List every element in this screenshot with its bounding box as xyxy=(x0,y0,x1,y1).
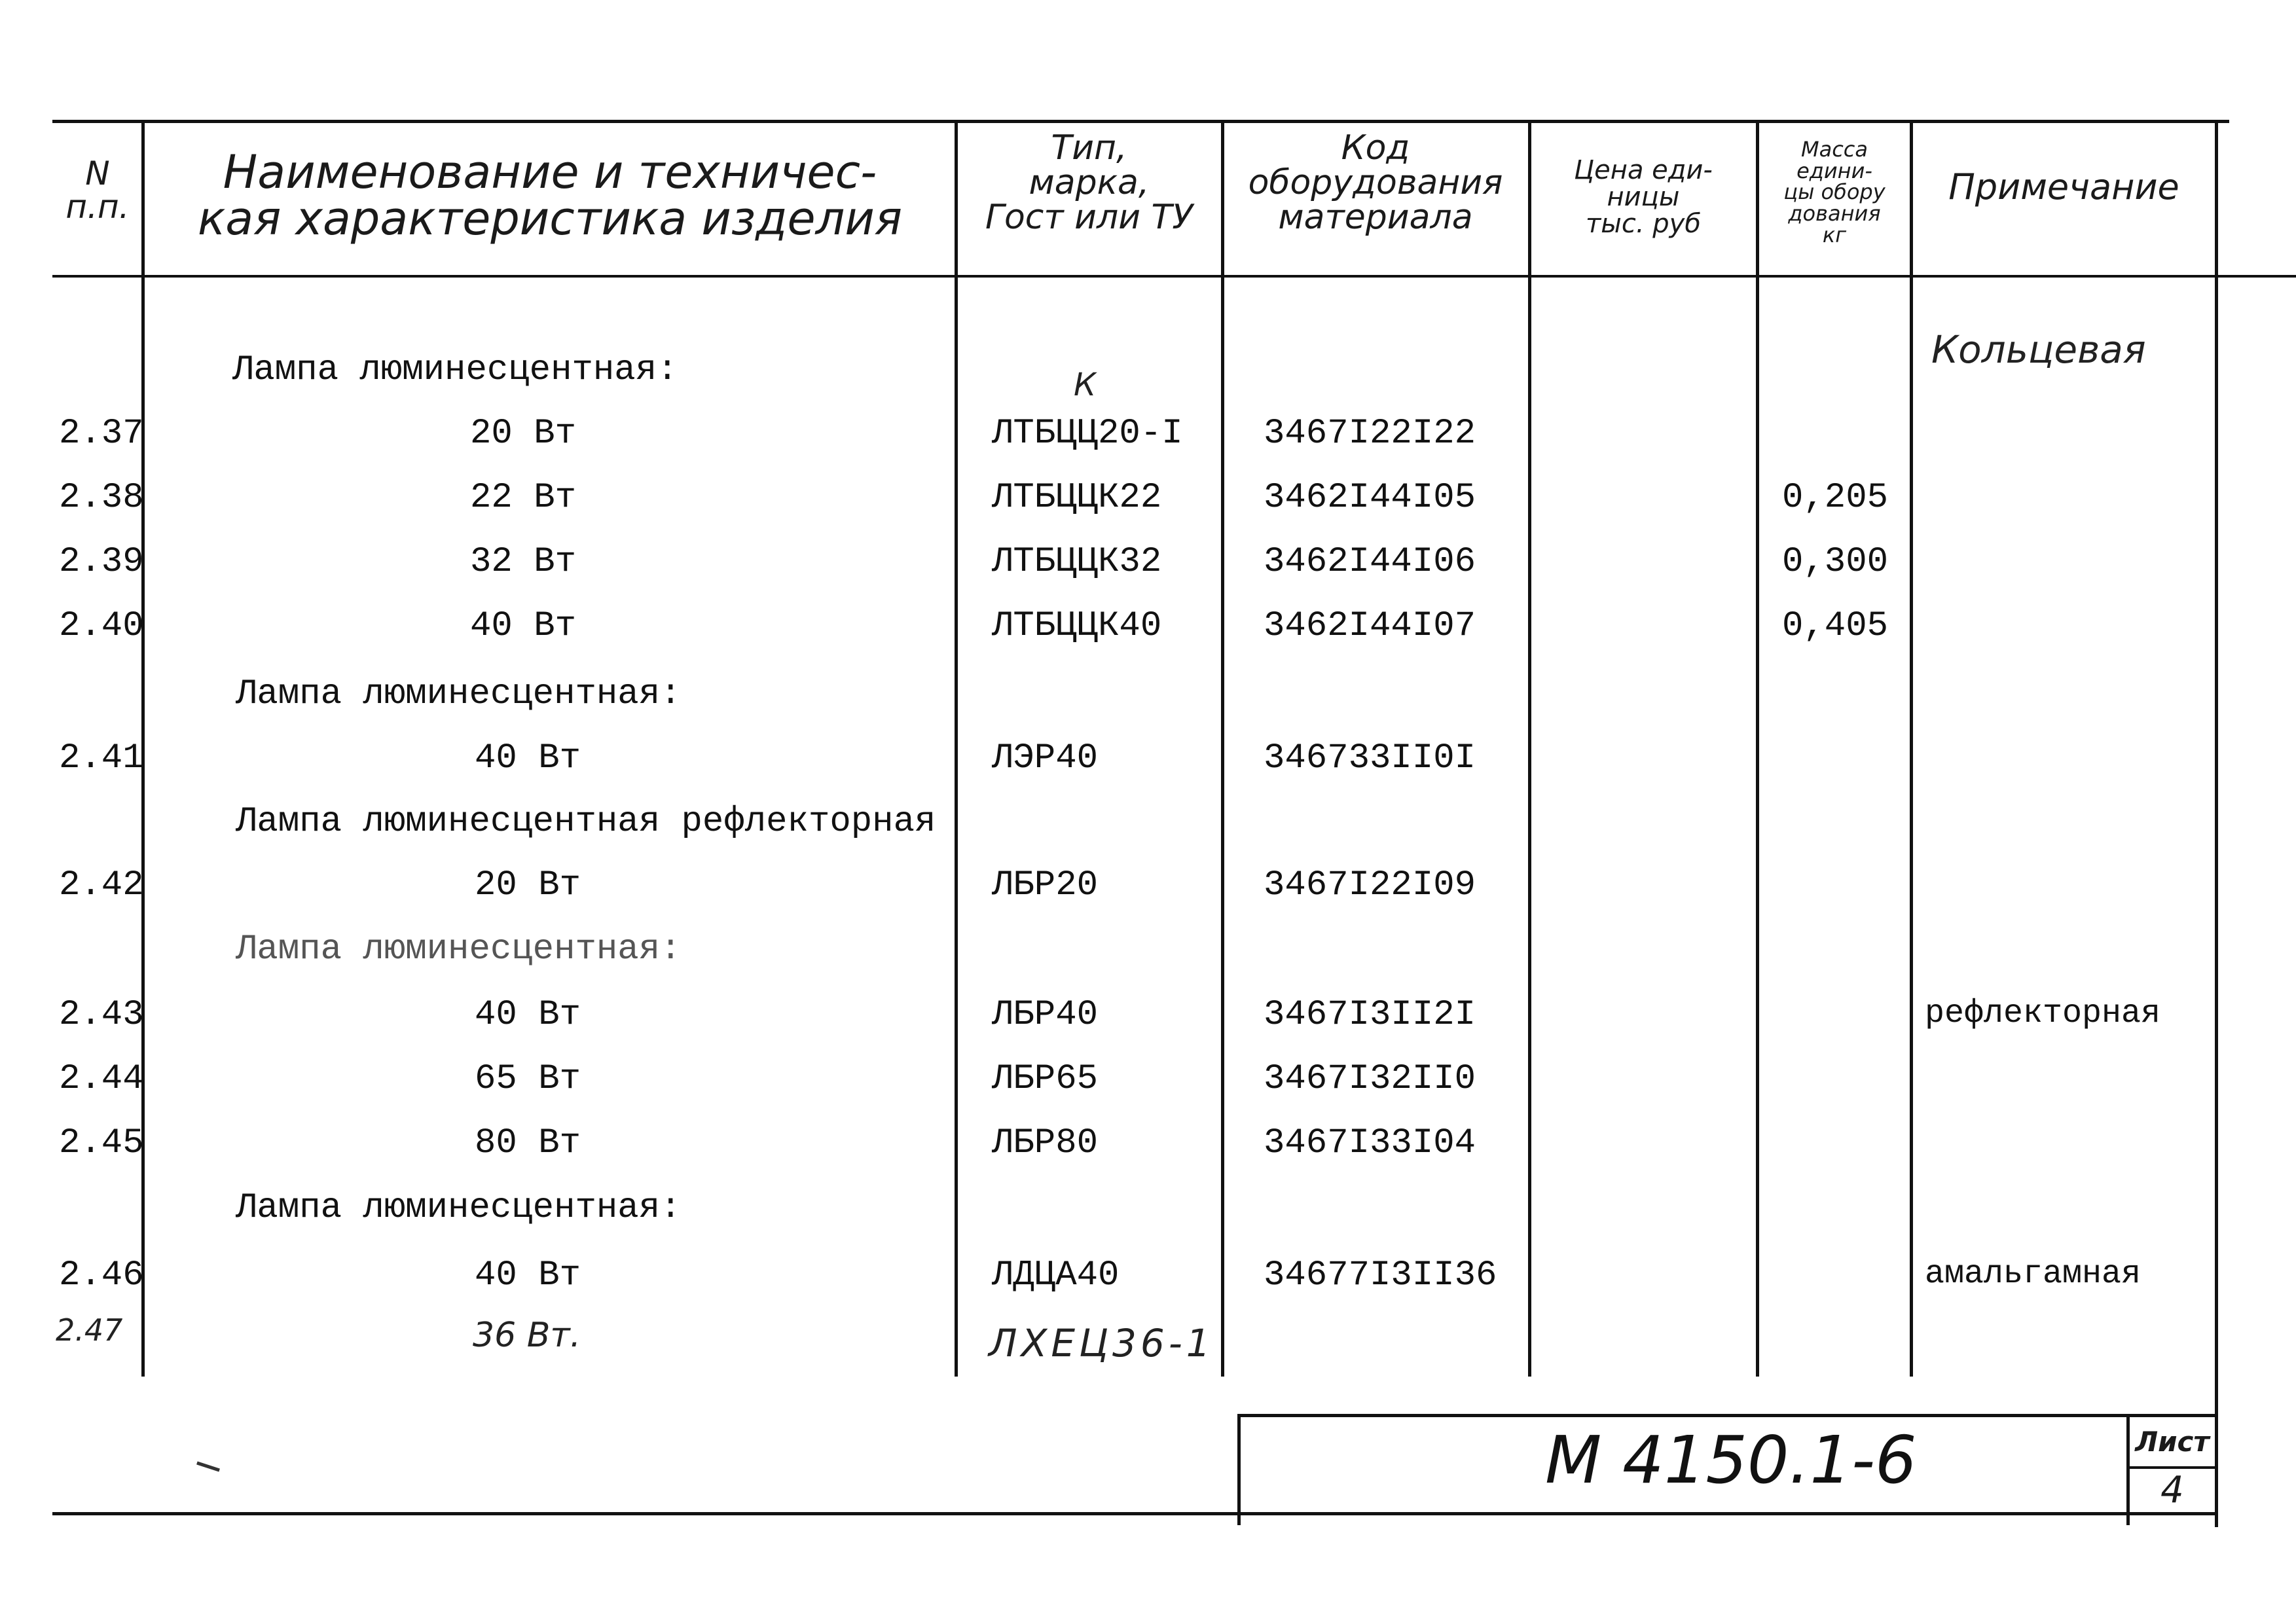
row-type: ЛБР80 xyxy=(992,1123,1099,1163)
group-label: Лампа люминесцентная: xyxy=(232,350,678,390)
row-mass: 0,205 xyxy=(1782,478,1889,518)
row-number: 2.47 xyxy=(56,1312,123,1348)
row-code: 3467I3II2I xyxy=(1264,995,1476,1035)
row-code: 3462I44I07 xyxy=(1264,606,1476,646)
sheet-number: 4 xyxy=(2160,1469,2184,1511)
header-mass: Масса едини- цы обору дования кг xyxy=(1783,137,1886,247)
col-divider-3 xyxy=(1221,120,1224,1377)
frame-right-border xyxy=(2215,120,2218,1527)
row-number: 2.40 xyxy=(59,606,144,646)
row-note: рефлекторная xyxy=(1925,995,2161,1032)
header-note: Примечание xyxy=(1948,166,2179,208)
row-power: 36 Вт. xyxy=(473,1316,581,1355)
row-type: ЛБР20 xyxy=(992,865,1099,905)
row-power: 32 Вт xyxy=(470,542,577,582)
row-power: 40 Вт xyxy=(475,995,581,1035)
stamp-top-border xyxy=(1237,1414,2216,1417)
row-code: 3467I33I04 xyxy=(1264,1123,1476,1163)
row-code: 3467I32II0 xyxy=(1264,1059,1476,1099)
col-divider-5 xyxy=(1756,120,1759,1377)
row-mass: 0,405 xyxy=(1782,606,1889,646)
row-mass: 0,300 xyxy=(1782,542,1889,582)
stray-mark xyxy=(196,1462,220,1472)
row-number: 2.46 xyxy=(59,1255,144,1295)
row-type: ЛЭР40 xyxy=(992,738,1099,778)
row-number: 2.45 xyxy=(59,1123,144,1163)
row-code: 34677I3II36 xyxy=(1264,1255,1497,1295)
group-label: Лампа люминесцентная: xyxy=(236,1188,682,1228)
header-name: Наименование и техничес- кая характеристика изделия xyxy=(198,145,902,246)
row-power: 22 Вт xyxy=(470,478,577,518)
header-bottom-border xyxy=(52,275,2296,278)
group-label: Лампа люминесцентная: xyxy=(236,674,682,714)
sheet-box-divider xyxy=(2126,1414,2130,1525)
row-power: 20 Вт xyxy=(475,865,581,905)
stamp-left-border xyxy=(1237,1414,1241,1525)
row-power: 40 Вт xyxy=(475,738,581,778)
row-number: 2.42 xyxy=(59,865,144,905)
col-divider-2 xyxy=(955,120,958,1377)
row-power: 80 Вт xyxy=(475,1123,581,1163)
row-type: ЛХЕЦ36-1 xyxy=(989,1321,1214,1365)
row-code: 346733II0I xyxy=(1264,738,1476,778)
row-type: ЛТБЦЦ20-I xyxy=(992,414,1183,454)
row-number: 2.41 xyxy=(59,738,144,778)
frame-bottom-border xyxy=(52,1512,2216,1515)
row-type: ЛДЦА40 xyxy=(992,1255,1120,1295)
group-label: Лампа люминесцентная рефлекторная xyxy=(236,802,936,842)
header-price: Цена еди- ницы тыс. руб xyxy=(1574,155,1713,239)
row-number: 2.44 xyxy=(59,1059,144,1099)
row-type: ЛТБЦЦК32 xyxy=(992,542,1162,582)
group-label: Лампа люминесцентная: xyxy=(236,929,682,969)
col-divider-4 xyxy=(1528,120,1531,1377)
header-type: Тип, марка, Гост или ТУ xyxy=(985,128,1193,238)
ring-note: Кольцевая xyxy=(1931,327,2146,372)
row-code: 3462I44I05 xyxy=(1264,478,1476,518)
row-type: ЛБР40 xyxy=(992,995,1099,1035)
row-type: ЛТБЦЦК40 xyxy=(992,606,1162,646)
col-divider-6 xyxy=(1910,120,1913,1377)
row-number: 2.39 xyxy=(59,542,144,582)
row-power: 40 Вт xyxy=(470,606,577,646)
row-note: амальгамная xyxy=(1925,1255,2141,1293)
row-number: 2.38 xyxy=(59,478,144,518)
row-power: 65 Вт xyxy=(475,1059,581,1099)
row-number: 2.37 xyxy=(59,414,144,454)
row-type: ЛТБЦЦК22 xyxy=(992,478,1162,518)
header-code: Код оборудования материала xyxy=(1248,128,1503,238)
row-type: ЛБР65 xyxy=(992,1059,1099,1099)
row-power: 20 Вт xyxy=(470,414,577,454)
k-correction-mark: К xyxy=(1074,367,1097,403)
row-code: 3467I22I09 xyxy=(1264,865,1476,905)
header-number: N п.п. xyxy=(65,154,130,226)
row-code: 3467I22I22 xyxy=(1264,414,1476,454)
table-top-border xyxy=(52,120,2229,123)
sheet-label: Лист xyxy=(2135,1426,2210,1458)
row-code: 3462I44I06 xyxy=(1264,542,1476,582)
row-number: 2.43 xyxy=(59,995,144,1035)
document-number: М 4150.1-6 xyxy=(1545,1422,1917,1498)
row-power: 40 Вт xyxy=(475,1255,581,1295)
